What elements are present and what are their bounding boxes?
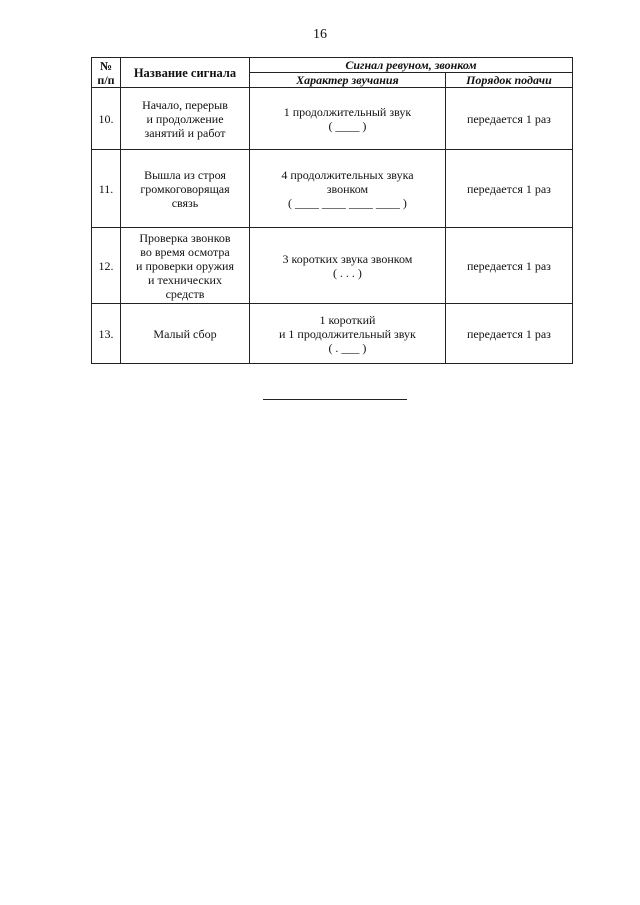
sound-character: [250, 304, 446, 364]
column-header-signal-name: Название сигнала: [121, 58, 250, 88]
column-group-header-signal: Сигнал ревуном, звонком: [250, 58, 573, 73]
signal-name-line: Малый сбор: [153, 326, 217, 341]
sound-pattern: ( . . . ): [332, 265, 362, 280]
signal-name: [121, 88, 250, 150]
end-divider-line: [263, 399, 407, 400]
sound-character: [250, 150, 446, 228]
sound-character-line: звонком: [326, 181, 369, 196]
page-number: 16: [313, 27, 327, 42]
signal-name-line: связь: [171, 195, 199, 210]
signal-name-line: Вышла из строя: [144, 167, 226, 182]
signal-name-line: средств: [165, 286, 205, 301]
signal-name-line: и технических: [148, 272, 222, 287]
row-number: 12.: [92, 228, 121, 304]
delivery-order: передается 1 раз: [445, 228, 572, 304]
sound-character-line: 1 короткий: [319, 312, 376, 327]
number-abbrev: п/п: [97, 72, 115, 87]
delivery-order: передается 1 раз: [445, 304, 572, 364]
sound-character-line: 1 продолжительный звук: [283, 104, 412, 119]
sound-pattern: ( ____ ): [328, 118, 367, 133]
signal-name: [121, 304, 250, 364]
column-header-sound-character: Характер звучания: [250, 73, 446, 88]
table-row: [92, 150, 573, 228]
signal-name-line: и проверки оружия: [136, 258, 234, 273]
column-header-delivery-order: Порядок подачи: [445, 73, 572, 88]
sound-character-line: и 1 продолжительный звук: [278, 326, 416, 341]
signal-name: [121, 150, 250, 228]
signals-table: [91, 57, 573, 364]
signal-name-line: Начало, перерыв: [142, 97, 228, 112]
signal-name-line: и продолжение: [146, 111, 224, 126]
table-row: [92, 304, 573, 364]
signal-name-line: во время осмотра: [140, 244, 230, 259]
sound-character: [250, 88, 446, 150]
sound-character: [250, 228, 446, 304]
table-row: [92, 88, 573, 150]
delivery-order: передается 1 раз: [445, 88, 572, 150]
sound-pattern: ( ____ ____ ____ ____ ): [287, 195, 407, 210]
signal-name-line: Проверка звонков: [139, 230, 231, 245]
sound-character-line: 4 продолжительных звука: [281, 167, 414, 182]
signal-name: [121, 228, 250, 304]
sound-pattern: ( . ___ ): [328, 340, 367, 355]
row-number: 13.: [92, 304, 121, 364]
table-row: [92, 228, 573, 304]
row-number: 11.: [92, 150, 121, 228]
column-header-number: [92, 58, 121, 88]
sound-character-line: 3 коротких звука звонком: [282, 251, 413, 266]
signal-name-line: занятий и работ: [144, 125, 226, 140]
number-sign: №: [99, 58, 113, 73]
delivery-order: передается 1 раз: [445, 150, 572, 228]
row-number: 10.: [92, 88, 121, 150]
signal-name-line: громкоговорящая: [140, 181, 230, 196]
